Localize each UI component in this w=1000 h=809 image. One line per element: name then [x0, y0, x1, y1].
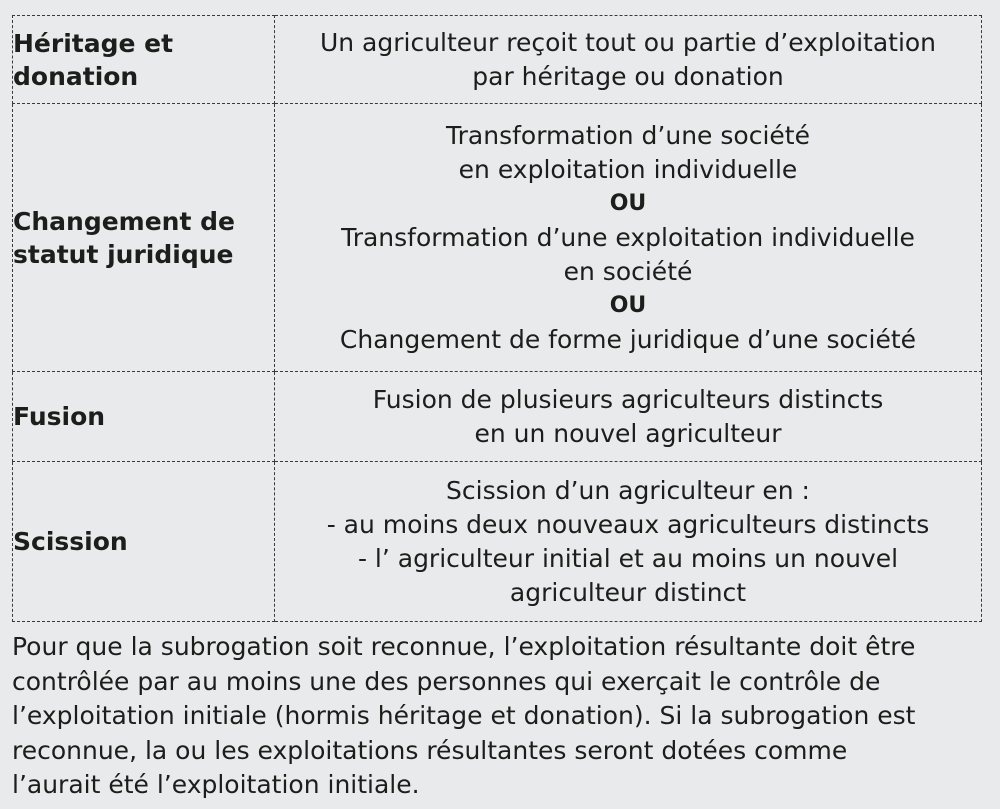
subrogation-table	[12, 15, 982, 622]
row-description-scission	[275, 462, 982, 622]
note-line: Pour que la subrogation soit reconnue, l’exploitation résultante doit être	[12, 632, 916, 661]
description-line: Un agriculteur reçoit tout ou partie d’exploitation	[319, 27, 937, 57]
label-line: Fusion	[13, 402, 106, 431]
row-label-fusion	[13, 372, 275, 462]
note-line: l’exploitation initiale (hormis héritage et donation). Si la subrogation est	[12, 701, 916, 730]
label-line: Héritage et	[13, 28, 174, 58]
description-line: Changement de forme juridique d’une société	[339, 324, 917, 354]
description-line: en société	[563, 256, 693, 286]
row-label-scission	[13, 462, 275, 622]
table-row-scission	[13, 462, 982, 622]
row-description-fusion	[275, 372, 982, 462]
description-line: Transformation d’une société	[446, 120, 810, 150]
label-line: Scission	[13, 527, 128, 556]
description-line: en exploitation individuelle	[458, 154, 798, 184]
description-line: en un nouvel agriculteur	[474, 418, 782, 448]
row-label-heritage	[13, 16, 275, 104]
label-line: Changement de	[13, 206, 235, 236]
description-line: par héritage ou donation	[472, 61, 784, 91]
description-line: Fusion de plusieurs agriculteurs distincts	[372, 384, 884, 414]
description-line: - au moins deux nouveaux agriculteurs distincts	[326, 509, 930, 539]
row-description-heritage	[275, 16, 982, 104]
table-row-heritage	[13, 16, 982, 104]
note-line: l’aurait été l’exploitation initiale.	[12, 770, 420, 799]
label-line: statut juridique	[13, 239, 234, 269]
note-line: contrôlée par au moins une des personnes qui exerçait le contrôle de	[12, 666, 881, 696]
description-line: agriculteur distinct	[509, 577, 747, 607]
label-line: donation	[13, 61, 139, 91]
separator-ou: OU	[609, 292, 647, 318]
table-row-fusion	[13, 372, 982, 462]
note-line: reconnue, la ou les exploitations résultantes seront dotées comme	[12, 735, 848, 765]
row-label-changement-statut	[13, 104, 275, 372]
description-line: Transformation d’une exploitation individuelle	[341, 222, 915, 252]
subrogation-note	[12, 630, 988, 803]
description-line: - l’ agriculteur initial et au moins un nouvel	[357, 543, 899, 573]
table-row-changement-statut	[13, 104, 982, 372]
separator-ou: OU	[609, 190, 647, 216]
row-description-changement-statut	[275, 104, 982, 372]
description-line: Scission d’un agriculteur en :	[446, 475, 810, 505]
